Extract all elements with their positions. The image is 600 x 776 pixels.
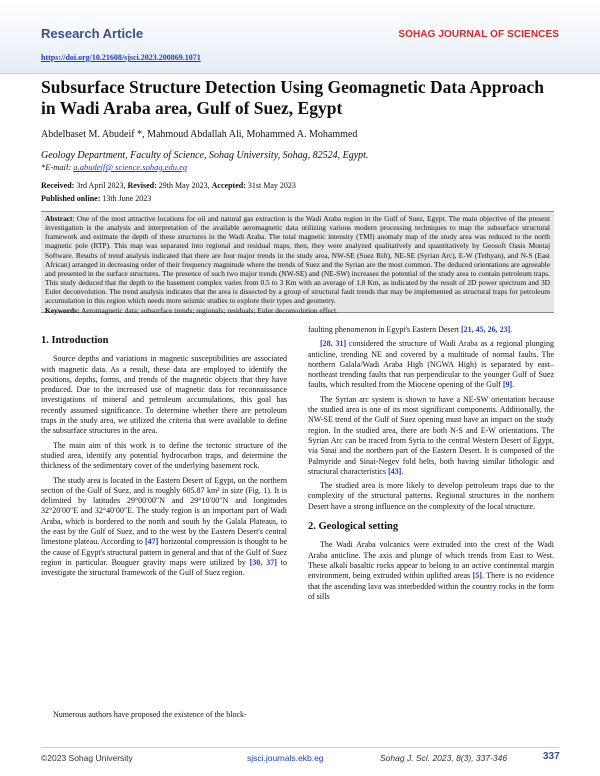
footer-citation: Sohag J. Sci. 2023, 8(3), 337-346 bbox=[380, 753, 508, 763]
published-date: 13th June 2023 bbox=[102, 194, 152, 203]
accepted-label: Accepted: bbox=[211, 181, 246, 190]
section-heading-geological-setting: 2. Geological setting bbox=[308, 521, 399, 533]
received-label: Received: bbox=[41, 181, 75, 190]
keywords-label: Keywords: bbox=[45, 305, 80, 315]
right-column bbox=[308, 325, 554, 606]
keywords-body: Aeromagnetic data; subsurface trends; regionals; residuals; Euler deconvolution effect. bbox=[79, 305, 338, 315]
published-label: Published online: bbox=[41, 194, 101, 203]
footer-website-link[interactable]: sjsci.journals.ekb.eg bbox=[247, 753, 324, 763]
intro-paragraph-6-part-a: considered the structure of Wadi Araba as a regional plunging anticline, trending NE and covered by a multitude of normal faults. The northern Galala/Wadi Araba High (NGWA High) is separated by east–northeast trending faults that run perpendicular to the younger Gulf of Suez faults, which resulted from the Miocene opening of the Gulf bbox=[308, 339, 554, 390]
intro-paragraph-6 bbox=[308, 339, 554, 390]
doi-link[interactable]: https://doi.org/10.21608/sjsci.2023.200869.1071 bbox=[41, 53, 201, 62]
email-link[interactable]: a.abudeif@ science.sohag.edu.eg bbox=[73, 162, 188, 172]
revised-label: Revised: bbox=[127, 181, 157, 190]
page-number: 337 bbox=[543, 751, 560, 762]
geology-paragraph-1-part-a: The Wadi Araba volcanics were extruded into the crest of the Wadi Araba anticline. The axis and plunge of which trends from East to West. These alkali basaltic rocks appear to belong to an active continental margin environment, being extruded within uplifted areas bbox=[308, 540, 554, 581]
intro-paragraph-3 bbox=[41, 476, 287, 579]
abstract-body: : One of the most attractive locations for oil and natural gas extraction is the Wadi Araba region in the Gulf of Suez, Egypt. The main objective of the present investigation is the analysis and interpretation of the available aeromagnetic data utilizing various modern processing techniques to map the subsurface structural framework and estimate the depth of these structures in the Wadi Araba. The total magnetic intensity (TMI) anomaly map of the study area was reduced to the north magnetic pole (RTP). This map was separated into regional and residual maps, then, they were analyzed qualitatively and quantitatively by Geosoft Oasis Montaj Software. Results of trend analysis indicated that there are four major trends in the study area, NW-SE (Suez Rift), NE-SE (Syrian Arc), E-W (Tethyan), and N-S (East African) arranged in decreasing order of their frequency magnitude where the trends of Suez and the Syrian are the most common. The deduced orientations are agreeable and presented in the surface structures. The presence of such two major trends (NW-SE) and (NE-SW) increases the potential of the study area to contain petroleum traps. This study deduced that the depth to the basement complex varies from 0.5 to 3 Km with an average of 1.8 Km, as indicated by the result of 2D power spectrum and 3D Euler deconvolution. The trend analysis indicates that the area is dissected by a group of structural fault trends that may be implemented as structural traps for petroleum accumulation in this region which needs more seismic studies to explore their types and geometry. bbox=[45, 214, 550, 306]
affiliation: Geology Department, Faculty of Science, Sohag University, Sohag, 82524, Egypt. bbox=[41, 150, 369, 161]
intro-paragraph-5-part-a: faulting phenomenon in Egypt's Eastern Desert bbox=[308, 325, 461, 334]
intro-paragraph-4: Numerous authors have proposed the existence of the block- bbox=[53, 710, 247, 719]
intro-paragraph-8: The studied area is more likely to develop petroleum traps due to the complexity of the structural patterns. Regional structures in the northern Desert have a strong influence on the complexity of the local structure. bbox=[308, 481, 554, 511]
footer-copyright: ©2023 Sohag University bbox=[41, 753, 133, 763]
citation-link[interactable]: [9] bbox=[502, 380, 513, 390]
intro-paragraph-3-part-a: The study area is located in the Eastern Desert of Egypt, on the northern section of the Gulf of Suez, and is roughly 605.87 km² in size (Fig. 1). It is delimited by latitudes 29°00′00″N and 29°10′00″N and longitudes 32°20′00″E and 32°40′00″E. The study region is an important part of Wadi Araba, which is bordered to the north and south by the Galala Plateaus, to the east by the Gulf of Suez, and to the west by the Eastern Desert's central limestone plateau. According to bbox=[41, 475, 287, 547]
contact-email-line bbox=[41, 162, 187, 172]
abstract-box bbox=[41, 211, 554, 313]
dates-line bbox=[41, 181, 296, 190]
article-type-label: Research Article bbox=[41, 26, 144, 41]
intro-paragraph-7 bbox=[308, 395, 554, 477]
journal-name: SOHAG JOURNAL OF SCIENCES bbox=[398, 29, 559, 40]
citation-link[interactable]: [47] bbox=[144, 537, 159, 547]
section-heading-introduction: 1. Introduction bbox=[41, 335, 109, 346]
intro-paragraph-5 bbox=[308, 325, 554, 335]
email-label: *E-mail: bbox=[41, 162, 72, 172]
intro-paragraph-3-part-b: horizontal compression is thought to be the cause of Egypt's structural pattern in general and that of the Gulf of Suez region in particular. Bouguer gravity maps were utilized by bbox=[41, 537, 287, 567]
author-list: Abdelbaset M. Abudeif *, Mahmoud Abdallah Ali, Mohammed A. Mohammed bbox=[41, 129, 358, 140]
accepted-date: 31st May 2023 bbox=[247, 181, 296, 190]
intro-paragraph-5-part-b: . bbox=[510, 325, 513, 334]
keywords bbox=[45, 306, 550, 315]
citation-link[interactable]: [5] bbox=[472, 571, 482, 581]
citation-link[interactable]: [30, 37] bbox=[249, 557, 277, 567]
revised-date: 29th May 2023, bbox=[158, 181, 210, 190]
left-column bbox=[41, 336, 287, 583]
citation-link[interactable]: [28, 31] bbox=[320, 339, 347, 349]
abstract-label: Abstract bbox=[45, 214, 73, 223]
published-line bbox=[41, 194, 151, 203]
geology-paragraph-1-part-b: . There is no evidence that the ascending lava was interbedded within the country rocks in the form of sills bbox=[308, 571, 554, 601]
citation-link[interactable]: [21, 45, 26, 23] bbox=[460, 325, 511, 334]
header-divider bbox=[0, 73, 600, 74]
intro-paragraph-3-part-c: to investigate the structural framework of the Gulf of Suez region. bbox=[41, 557, 288, 578]
intro-paragraph-2: The main aim of this work is to define the tectonic structure of the studied area, identify any potential hydrocarbon traps, and determine the thickness of the sedimentary cover of the underlying basement rock. bbox=[41, 440, 287, 471]
geology-paragraph-1 bbox=[308, 540, 554, 602]
paper-title: Subsurface Structure Detection Using Geomagnetic Data Approach in Wadi Araba area, Gulf of Suez, Egypt bbox=[41, 77, 544, 118]
intro-paragraph-6-part-b: . bbox=[512, 380, 515, 390]
intro-paragraph-1: Source depths and variations in magnetic susceptibilities are associated with magnetic data. As a result, these data are employed to identify the positions, depths, forms, and trends of the magnetic objects that they have produced. Due to the increased use of magnetic data for reconnaissance investigations of mineral and petroleum accumulations, this goal has recently assumed significance. To determine whether there are petroleum traps in the study area, we utilized the criteria that were available to define the subsurface structures in the area. bbox=[41, 354, 287, 436]
intro-paragraph-7-part-b: . bbox=[401, 466, 404, 476]
footer-divider bbox=[41, 747, 559, 748]
abstract bbox=[45, 214, 550, 306]
citation-link[interactable]: [43] bbox=[387, 466, 402, 476]
intro-paragraph-7-part-a: The Syrian arc system is shown to have a NE-SW orientation because the studied area is one of its most significant components. Additionally, the NW-SE trend of the Gulf of Suez opening must have an impact on the study region. In the studied area, there are both N-S and E-W orientations. The Syrian Arc can be traced from Syria to the central Western Desert of Egypt, via Sinai and the northern part of the Eastern Desert. It is composed of the Palmyride and Sinai-Negev fold belts, both having similar lithologic and structural characteristics bbox=[308, 394, 554, 476]
received-date: 3rd April 2023, bbox=[76, 181, 126, 190]
